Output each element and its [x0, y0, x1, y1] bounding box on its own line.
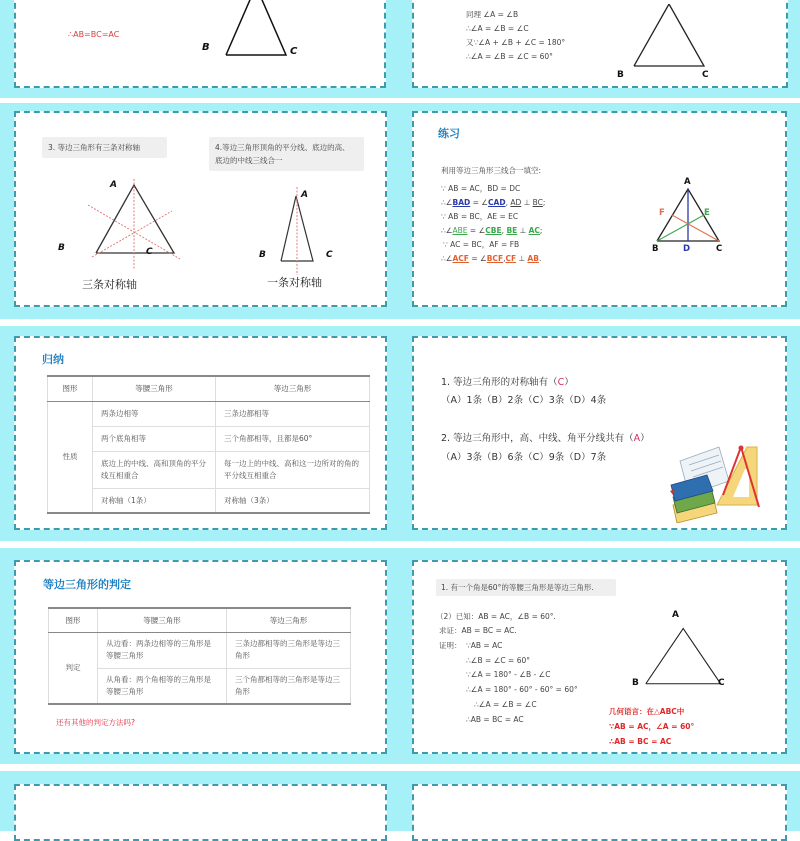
vertex-label-c: C [702, 70, 709, 80]
exercise-line-5: ∵ AC = BC，AF = FB [443, 240, 520, 249]
blank-answer: BE [506, 226, 518, 235]
geo-line-3: ∴AB = BC = AC [609, 737, 672, 746]
vertex-label-b: B [617, 70, 624, 80]
equilateral-triangle-three-axes [56, 173, 186, 273]
question-text: 1. 等边三角形的对称轴有（ [441, 377, 558, 388]
slide-8-card [412, 560, 787, 754]
blank-answer: CF [505, 254, 517, 263]
slide-title: 等边三角形的判定 [43, 578, 131, 591]
vertex-label-b: B [259, 250, 266, 260]
slide-2[interactable] [400, 0, 800, 98]
text: ⊥ [516, 254, 528, 263]
slide-6[interactable] [400, 326, 800, 541]
cell: 三条边都相等的三角形是等边三角形 [227, 632, 351, 668]
slide-8[interactable] [400, 548, 800, 764]
vertex-label-b: B [632, 678, 639, 688]
vertex-label-c: C [716, 244, 723, 254]
caption-one-axis: 一条对称轴 [267, 276, 322, 289]
blank-answer: BC [532, 198, 543, 207]
cell: 三个角都相等，且都是60° [216, 426, 370, 451]
text: , [503, 254, 506, 263]
conclusion-text: ∴AB=BC=AC [68, 30, 120, 39]
geo-line-2: ∵AB = AC，∠A = 60° [609, 722, 695, 731]
header-equilateral: 等边三角形 [216, 376, 370, 401]
note-line-2: 底边的中线三线合一 [215, 156, 283, 165]
blank-answer: CAD [488, 198, 506, 207]
cell: 两个底角相等 [93, 426, 216, 451]
vertex-label-c: C [718, 678, 725, 688]
vertex-label-a: A [301, 190, 308, 200]
caption-three-axes: 三条对称轴 [82, 278, 137, 291]
text: ⊥ [517, 226, 529, 235]
text: . [538, 254, 542, 263]
proof-label: 证明： [439, 641, 462, 650]
blank-answer: AB [527, 254, 539, 263]
prove-line: 求证：AB = BC = AC. [439, 626, 517, 635]
cell: 从边看：两条边相等的三角形是等腰三角形 [98, 632, 227, 668]
vertex-label-c: C [290, 46, 298, 57]
books-compass-illustration [667, 443, 762, 523]
vertex-label-e: E [704, 208, 710, 218]
text: , [501, 226, 507, 235]
note-three-axes: 3. 等边三角形有三条对称轴 [42, 137, 167, 158]
proof-line-1: ∴∠A = ∠B = ∠C [466, 24, 529, 33]
text: , [505, 198, 511, 207]
given-line: （2）已知：AB = AC，∠B = 60°. [436, 612, 556, 621]
question-text: ） [640, 433, 650, 444]
slide-7[interactable] [0, 548, 400, 764]
note-line-1: 4.等边三角形顶角的平分线、底边的高、 [215, 143, 350, 152]
question-text: 2. 等边三角形中，高、中线、角平分线共有（ [441, 433, 634, 444]
cell: 三个角都相等的三角形是等边三角形 [227, 668, 351, 704]
proof-step-2: ∴∠B = ∠C = 60° [466, 656, 530, 665]
vertex-label-d: D [683, 244, 691, 254]
exercise-line-6 [441, 252, 541, 266]
header-shape: 图形 [48, 376, 93, 401]
slide-1[interactable] [0, 0, 400, 98]
slide-9-card [14, 784, 387, 841]
slide-2-card [412, 0, 788, 88]
slide-10-card [412, 784, 787, 841]
question-1 [441, 374, 574, 388]
proof-line-3: ∴∠A = ∠B = ∠C = 60° [466, 52, 553, 61]
question-text: ） [564, 377, 574, 388]
proof-step-6: ∴AB = BC = AC [466, 715, 524, 724]
text: ; [542, 198, 546, 207]
geometric-language [609, 704, 694, 749]
slide-5[interactable] [0, 326, 400, 541]
vertex-label-b: B [202, 42, 210, 53]
question-2-options: （A）3条（B）6条（C）9条（D）7条 [441, 452, 607, 463]
vertex-label-a: A [672, 610, 679, 620]
blank-answer: BAD [452, 198, 471, 207]
slide-5-card [14, 336, 387, 530]
theorem-heading: 1. 有一个角是60°的等腰三角形是等边三角形. [436, 579, 616, 596]
header-isosceles: 等腰三角形 [98, 608, 227, 632]
proof-line-0: 同理 ∠A = ∠B [466, 10, 519, 19]
header-equilateral: 等边三角形 [227, 608, 351, 632]
isosceles-triangle-one-axis [256, 181, 336, 276]
slide-4[interactable] [400, 103, 800, 319]
slide-6-card [412, 336, 787, 530]
cell: 从角看：两个角相等的三角形是等腰三角形 [98, 668, 227, 704]
exercise-line-4 [441, 224, 542, 238]
vertex-label-b: B [58, 243, 65, 253]
note-three-lines-coincide [209, 137, 364, 171]
vertex-label-a: A [110, 180, 117, 190]
summary-table [47, 375, 370, 514]
slide-3-card [14, 111, 387, 307]
text: ∴∠ [441, 254, 453, 263]
proof-step-3: ∵∠A = 180° - ∠B - ∠C [466, 670, 551, 679]
slide-title: 归纳 [42, 353, 64, 366]
slide-9[interactable] [0, 771, 400, 831]
answer: A [633, 433, 641, 444]
cell: 三条边都相等 [216, 401, 370, 426]
question-2 [441, 430, 650, 444]
text: ∴∠ [441, 226, 453, 235]
exercise-line-3: ∵ AB = BC，AE = EC [441, 212, 519, 221]
vertex-label-c: C [146, 247, 153, 257]
cell: 底边上的中线、高和顶角的平分线互相重合 [93, 451, 216, 488]
cell: 对称轴（3条） [216, 488, 370, 513]
blank-answer: BCF [486, 254, 504, 263]
proof-step-1: ∵AB = AC [466, 641, 503, 650]
row-label-criteria: 判定 [49, 632, 98, 704]
exercise-line-2 [441, 196, 545, 210]
vertex-label-c: C [326, 250, 333, 260]
slide-7-card [14, 560, 387, 754]
text: ⊥ [521, 198, 533, 207]
text: = ∠ [468, 254, 487, 263]
answer: C [557, 377, 565, 388]
cell: 每一边上的中线、高和这一边所对的角的平分线互相重合 [216, 451, 370, 488]
text: ; [539, 226, 543, 235]
slide-title: 练习 [438, 127, 460, 140]
exercise-line-1: ∵ AB = AC，BD = DC [441, 184, 521, 193]
followup-question: 还有其他的判定方法吗? [56, 718, 135, 727]
slide-4-card [412, 111, 787, 307]
text: = ∠ [467, 226, 486, 235]
blank-answer: AD [510, 198, 522, 207]
header-shape: 图形 [49, 608, 98, 632]
question-1-options: （A）1条（B）2条（C）3条（D）4条 [441, 395, 607, 406]
exercise-intro: 利用等边三角形三线合一填空: [441, 166, 542, 175]
geo-line-1: 几何语言：在△ABC中 [609, 707, 685, 716]
cell: 两条边相等 [93, 401, 216, 426]
blank-answer: AC [528, 226, 540, 235]
criteria-table [48, 607, 351, 705]
slide-1-card [14, 0, 386, 88]
triangle-diagram [639, 620, 729, 700]
vertex-label-f: F [659, 208, 665, 218]
blank-answer: ACF [452, 254, 469, 263]
vertex-label-b: B [652, 244, 659, 254]
blank-answer: ABE [452, 226, 468, 235]
proof-step-4: ∴∠A = 180° - 60° - 60° = 60° [466, 685, 578, 694]
vertex-label-a: A [684, 177, 691, 187]
slide-3[interactable] [0, 103, 400, 319]
header-isosceles: 等腰三角形 [93, 376, 216, 401]
cell: 对称轴（1条） [93, 488, 216, 513]
proof-line-2: 又∵∠A + ∠B + ∠C = 180° [466, 38, 566, 47]
slide-10[interactable] [400, 771, 800, 831]
text: ∴∠ [441, 198, 453, 207]
text: = ∠ [470, 198, 489, 207]
proof-step-5: ∴∠A = ∠B = ∠C [474, 700, 537, 709]
blank-answer: CBE [485, 226, 502, 235]
row-label-properties: 性质 [48, 401, 93, 513]
